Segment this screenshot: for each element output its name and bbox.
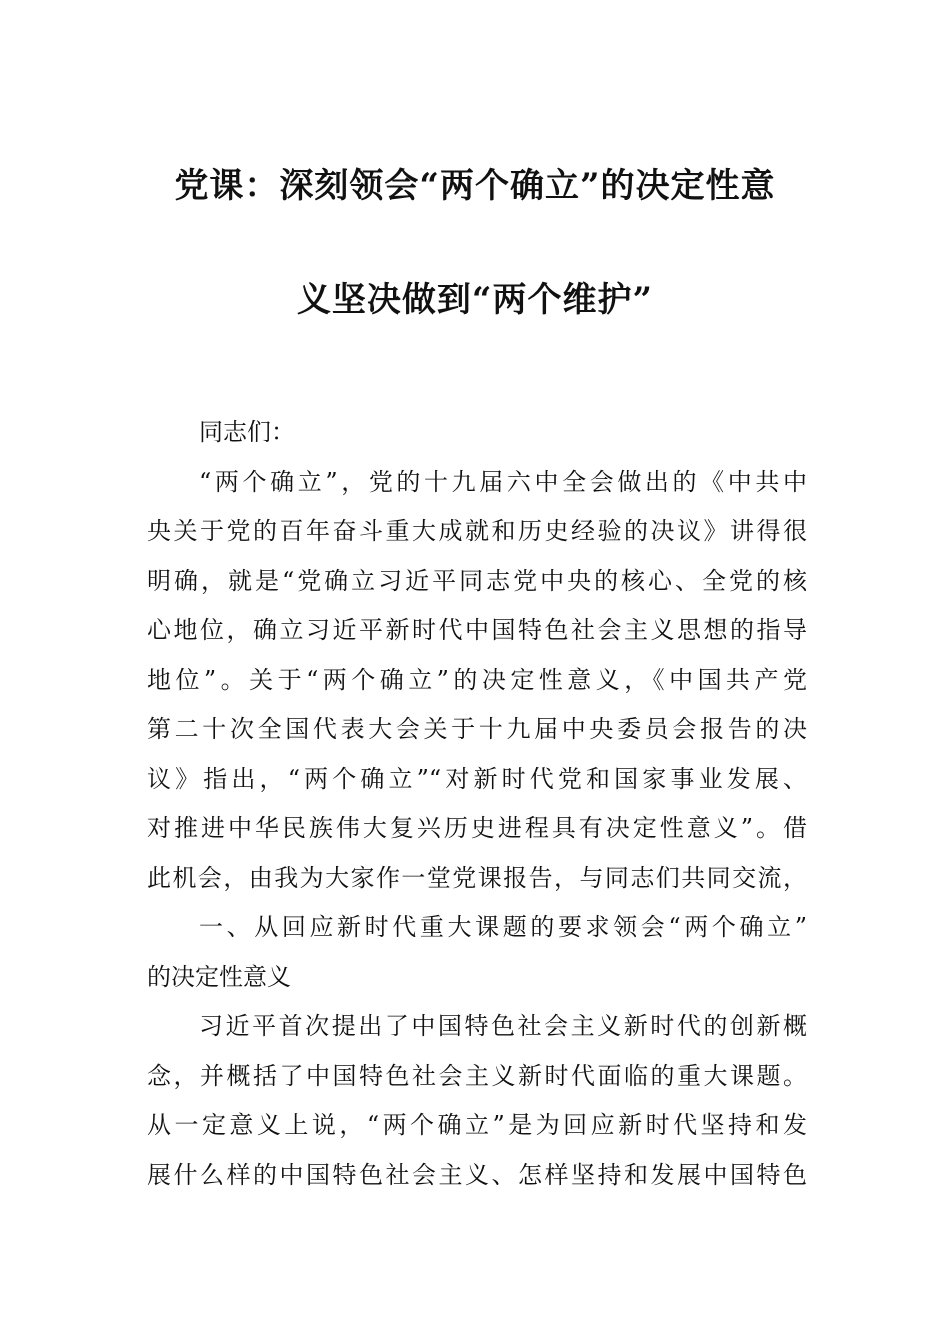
body-line: 习近平首次提出了中国特色社会主义新时代的创新概 bbox=[199, 1012, 807, 1040]
body-line: 展什么样的中国特色社会主义、怎样坚持和发展中国特色 bbox=[147, 1160, 807, 1189]
body-line: 议》指出，“两个确立”“对新时代党和国家事业发展、 bbox=[147, 764, 807, 793]
document-title-line-1: 党课：深刻领会“两个确立”的决定性意 bbox=[174, 166, 776, 206]
section-heading-line: 一、从回应新时代重大课题的要求领会“两个确立” bbox=[199, 913, 807, 941]
body-line: 对推进中华民族伟大复兴历史进程具有决定性意义”。借 bbox=[147, 814, 807, 842]
body-line: 央关于党的百年奋斗重大成就和历史经验的决议》讲得很 bbox=[147, 517, 807, 545]
section-heading-line: 的决定性意义 bbox=[147, 962, 291, 991]
document-body bbox=[147, 408, 807, 1200]
body-line: 从一定意义上说，“两个确立”是为回应新时代坚持和发 bbox=[147, 1111, 807, 1139]
body-line: “两个确立”，党的十九届六中全会做出的《中共中 bbox=[199, 467, 807, 496]
body-line: 此机会，由我为大家作一堂党课报告，与同志们共同交流， bbox=[147, 863, 807, 892]
document-title-line-2: 义坚决做到“两个维护” bbox=[296, 280, 654, 320]
body-line: 地位”。关于“两个确立”的决定性意义，《中国共产党 bbox=[147, 665, 807, 694]
salutation: 同志们： bbox=[199, 418, 295, 446]
body-line: 念，并概括了中国特色社会主义新时代面临的重大课题。 bbox=[147, 1061, 807, 1090]
body-line: 心地位，确立习近平新时代中国特色社会主义思想的指导 bbox=[147, 616, 807, 644]
body-line: 第二十次全国代表大会关于十九届中央委员会报告的决 bbox=[147, 715, 807, 743]
body-line: 明确，就是“党确立习近平同志党中央的核心、全党的核 bbox=[147, 566, 807, 595]
